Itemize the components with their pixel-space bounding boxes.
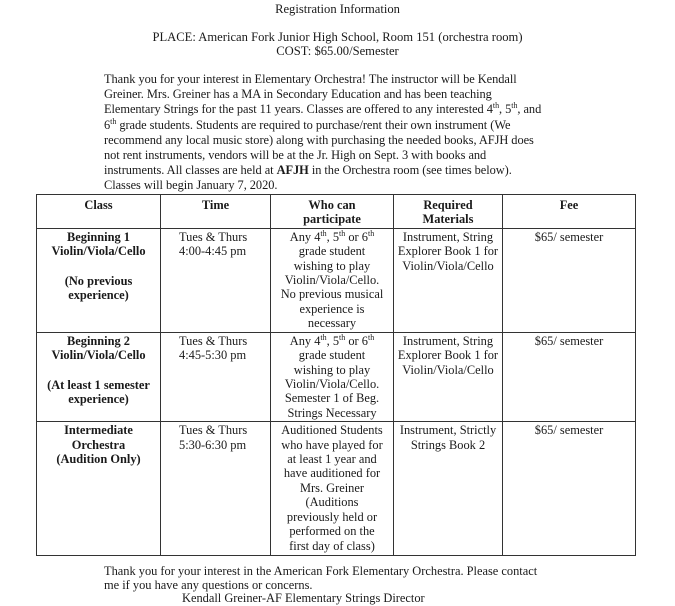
intro-line: Greiner. Mrs. Greiner has a MA in Secondary Education and has been teaching — [104, 87, 492, 102]
time-cell: Tues & Thurs 4:45-5:30 pm — [161, 332, 271, 421]
intro-line: Thank you for your interest in Elementary Orchestra! The instructor will be Kendall — [104, 72, 517, 86]
class-cell: Beginning 1 Violin/Viola/Cello (No previous experience) — [37, 228, 161, 332]
header-fee: Fee — [503, 195, 636, 229]
closing-line: me if you have any questions or concerns. — [104, 578, 313, 592]
signature-line: Kendall Greiner-AF Elementary Strings Director — [182, 591, 425, 605]
table-row — [37, 422, 636, 556]
intro-line: not rent instruments, vendors will be at the Jr. High on Sept. 3 with books and — [104, 148, 487, 163]
header-who: Who can participate — [271, 195, 394, 229]
who-cell: Any 4th, 5th or 6th grade student wishing to play Violin/Viola/Cello. Semester 1 of Beg. Strings Necessary — [271, 332, 394, 421]
who-cell: Auditioned Students who have played for at least 1 year and have auditioned for Mrs. Greiner (Auditions previously held or performed on the first day of class) — [271, 422, 394, 556]
schedule-table — [36, 194, 636, 556]
page-title: Registration Information — [275, 2, 400, 16]
class-cell: Beginning 2 Violin/Viola/Cello (At least 1 semester experience) — [37, 332, 161, 421]
intro-paragraph — [104, 72, 564, 194]
cost-line: COST: $65.00/Semester — [276, 44, 399, 58]
table-row — [37, 228, 636, 332]
materials-cell: Instrument, Strictly Strings Book 2 — [394, 422, 503, 556]
time-cell: Tues & Thurs 4:00-4:45 pm — [161, 228, 271, 332]
closing-line: Thank you for your interest in the American Fork Elementary Orchestra. Please contact — [104, 564, 538, 578]
materials-cell: Instrument, String Explorer Book 1 for Violin/Viola/Cello — [394, 332, 503, 421]
header-materials: Required Materials — [394, 195, 503, 229]
time-cell: Tues & Thurs 5:30-6:30 pm — [161, 422, 271, 556]
intro-line: Elementary Strings for the past 11 years. Classes are offered to any interested 4th, 5th, and — [104, 101, 542, 117]
class-cell: Intermediate Orchestra (Audition Only) — [37, 422, 161, 556]
fee-cell: $65/ semester — [503, 228, 636, 332]
intro-line: recommend any local music store) along with purchasing the needed books, AFJH does — [104, 132, 534, 147]
intro-line: 6th grade students. Students are required to purchase/rent their own instrument (We — [104, 116, 511, 132]
fee-cell: $65/ semester — [503, 332, 636, 421]
table-header-row — [37, 195, 636, 229]
header-class: Class — [37, 195, 161, 229]
materials-cell: Instrument, String Explorer Book 1 for Violin/Viola/Cello — [394, 228, 503, 332]
header-time: Time — [161, 195, 271, 229]
place-line: PLACE: American Fork Junior High School, Room 151 (orchestra room) — [152, 30, 523, 44]
fee-cell: $65/ semester — [503, 422, 636, 556]
table-row — [37, 332, 636, 421]
intro-line: Classes will begin January 7, 2020. — [104, 178, 278, 193]
closing-paragraph — [104, 564, 537, 592]
who-cell: Any 4th, 5th or 6th grade student wishing to play Violin/Viola/Cello. No previous musical experience is necessary — [271, 228, 394, 332]
intro-line: instruments. All classes are held at AFJH in the Orchestra room (see times below). — [104, 163, 512, 178]
